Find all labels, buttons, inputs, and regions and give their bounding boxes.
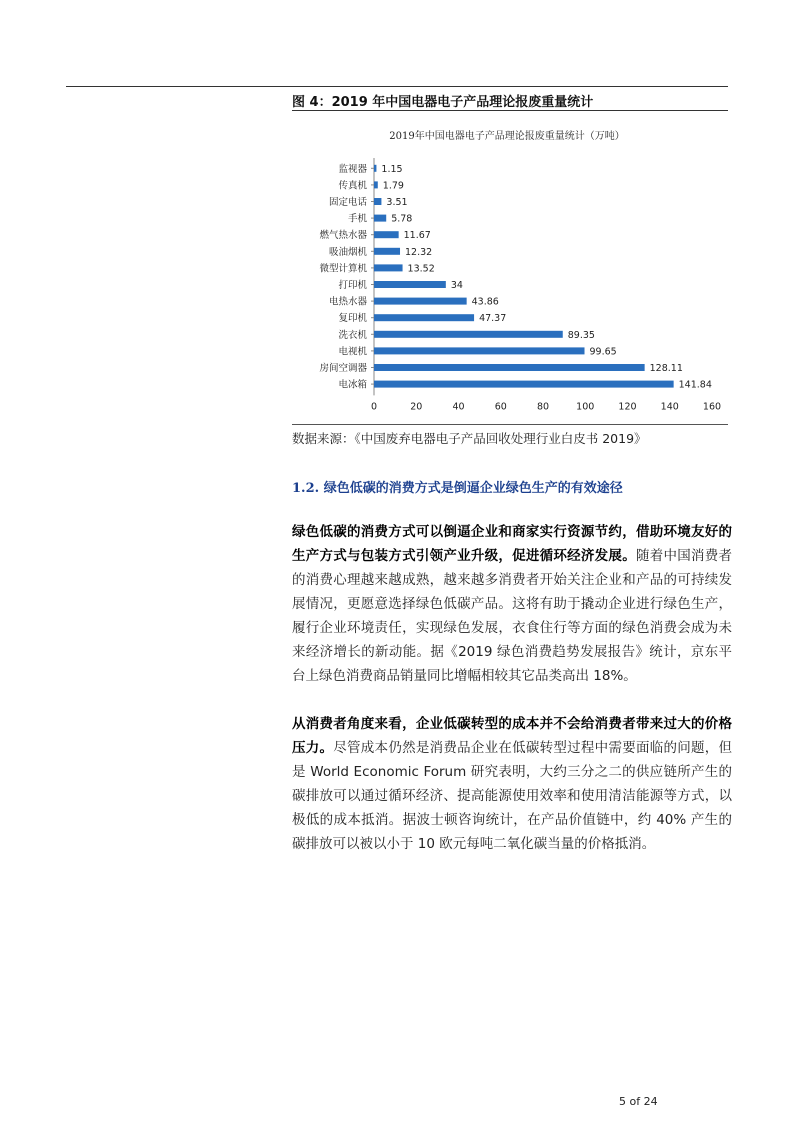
bar bbox=[374, 281, 446, 288]
data-label: 89.35 bbox=[567, 329, 595, 341]
section-number: 1.2. bbox=[292, 481, 320, 496]
figure-title: 图 4：2019 年中国电器电子产品理论报废重量统计 bbox=[292, 95, 594, 110]
data-label: 13.52 bbox=[407, 263, 435, 275]
category-label: 固定电话 bbox=[328, 197, 367, 208]
bar bbox=[374, 215, 386, 222]
figure-source: 数据来源：《中国废弃电器电子产品回收处理行业白皮书 2019》 bbox=[292, 431, 647, 446]
bar bbox=[374, 165, 376, 172]
bar bbox=[374, 347, 585, 354]
bar bbox=[374, 248, 400, 255]
category-label: 吸油烟机 bbox=[328, 246, 367, 258]
data-label: 43.86 bbox=[471, 296, 499, 308]
header-rule bbox=[66, 86, 728, 87]
category-label: 复印机 bbox=[338, 313, 367, 325]
paragraph-1 bbox=[292, 520, 732, 688]
bar bbox=[374, 231, 399, 238]
paragraph-2 bbox=[292, 712, 732, 856]
category-label: 打印机 bbox=[338, 280, 367, 291]
bar-chart bbox=[292, 150, 728, 420]
bar bbox=[374, 298, 467, 305]
data-label: 3.51 bbox=[386, 197, 408, 208]
bar bbox=[374, 314, 474, 321]
category-label: 洗衣机 bbox=[338, 329, 367, 341]
bar bbox=[374, 198, 381, 205]
x-tick-label: 20 bbox=[410, 401, 423, 413]
category-label: 电冰箱 bbox=[338, 379, 367, 391]
x-tick-label: 80 bbox=[536, 401, 550, 413]
paragraph-2-body: 尽管成本仍然是消费品企业在低碳转型过程中需要面临的问题，但是 World Economic Forum 研究表明，大约三分之二的供应链所产生的碳排放可以通过循环经济、提高能源使用效率和使用清洁能源等方式，以极低的成本抵消。据波士顿咨询统计，在产品价值链中，约 40% 产生的碳排放可以被以小于 10 欧元每吨二氧化碳当量的价格抵消。 bbox=[292, 740, 733, 852]
x-tick-label: 60 bbox=[494, 401, 507, 413]
bar bbox=[374, 181, 378, 188]
data-label: 1.79 bbox=[382, 180, 404, 192]
figure-title-rule bbox=[292, 110, 728, 111]
x-tick-label: 140 bbox=[660, 401, 679, 413]
section-title: 绿色低碳的消费方式是倒逼企业绿色生产的有效途径 bbox=[323, 481, 623, 496]
page-number: 5 of 24 bbox=[619, 1095, 658, 1108]
category-label: 燃气热水器 bbox=[319, 230, 367, 242]
data-label: 34 bbox=[450, 280, 463, 291]
data-label: 12.32 bbox=[405, 246, 433, 258]
category-label: 传真机 bbox=[338, 180, 367, 192]
chart-frame-rule bbox=[292, 424, 728, 425]
data-label: 11.67 bbox=[403, 230, 431, 242]
bar bbox=[374, 264, 403, 271]
category-label: 电热水器 bbox=[328, 296, 367, 308]
bar bbox=[374, 331, 563, 338]
data-label: 1.15 bbox=[381, 163, 403, 175]
x-tick-label: 120 bbox=[618, 401, 637, 413]
data-label: 128.11 bbox=[649, 363, 683, 374]
x-tick-label: 0 bbox=[370, 401, 378, 413]
section-heading bbox=[292, 477, 623, 496]
data-label: 5.78 bbox=[391, 213, 413, 225]
bar bbox=[374, 364, 645, 371]
chart-title: 2019年中国电器电子产品理论报废重量统计（万吨） bbox=[389, 131, 625, 142]
paragraph-2-lead: 从消费者角度来看，企业低碳转型的成本并不会给消费者带来过大的价格压力。 bbox=[292, 716, 732, 756]
data-label: 47.37 bbox=[479, 313, 507, 325]
category-label: 手机 bbox=[347, 213, 367, 225]
category-label: 电视机 bbox=[338, 346, 367, 358]
paragraph-1-lead: 绿色低碳的消费方式可以倒逼企业和商家实行资源节约，借助环境友好的生产方式与包装方式引领产业升级，促进循环经济发展。 bbox=[292, 524, 732, 564]
category-label: 房间空调器 bbox=[319, 363, 367, 374]
bar bbox=[374, 381, 674, 388]
category-label: 微型计算机 bbox=[319, 263, 367, 275]
x-tick-label: 160 bbox=[702, 401, 722, 413]
x-tick-label: 40 bbox=[452, 401, 465, 413]
paragraph-1-body: 随着中国消费者的消费心理越来越成熟，越来越多消费者开始关注企业和产品的可持续发展情况，更愿意选择绿色低碳产品。这将有助于撬动企业进行绿色生产，履行企业环境责任，实现绿色发展，衣食住行等方面的绿色消费会成为未来经济增长的新动能。据《2019 绿色消费趋势发展报告》统计，京东平台上绿色消费商品销量同比增幅相较其它品类高出 18%。 bbox=[292, 548, 733, 684]
category-label: 监视器 bbox=[338, 163, 367, 175]
data-label: 99.65 bbox=[589, 346, 617, 358]
data-label: 141.84 bbox=[678, 379, 712, 391]
x-tick-label: 100 bbox=[576, 401, 595, 413]
